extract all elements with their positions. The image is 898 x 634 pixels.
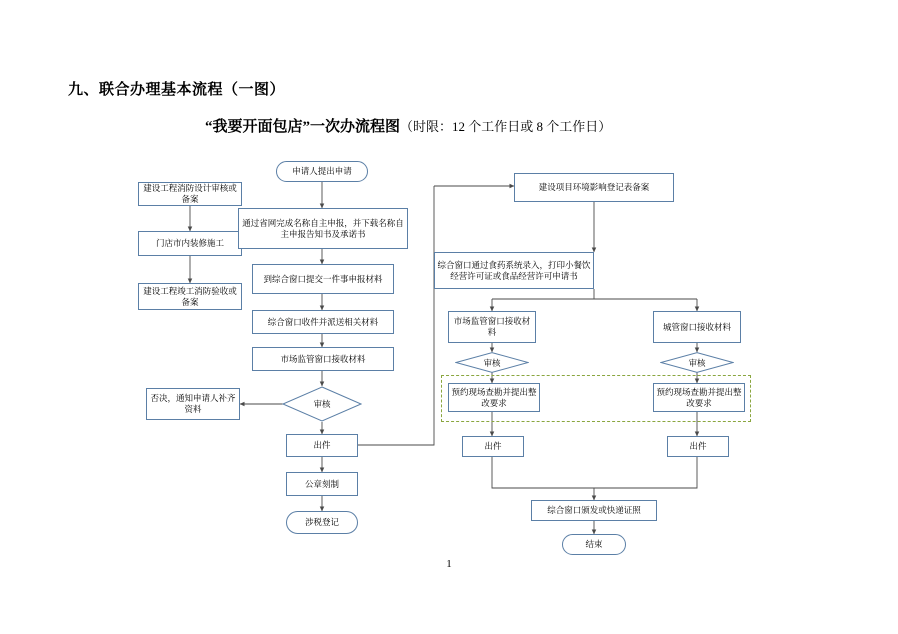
node-tax-registration[interactable]: 涉税登记 xyxy=(286,511,358,534)
node-name-self-declaration[interactable]: 通过省网完成名称自主申报，并下载名称自主申报告知书及承诺书 xyxy=(238,208,408,249)
node-fire-design-review[interactable]: 建设工程消防设计审核或备案 xyxy=(138,182,242,206)
node-applicant-apply[interactable]: 申请人提出申请 xyxy=(276,161,368,182)
node-review-decision-right[interactable] xyxy=(660,352,734,373)
node-label: 审核 xyxy=(688,357,706,368)
node-seal-engraving[interactable]: 公章刻制 xyxy=(286,472,358,496)
node-issue-left[interactable]: 出件 xyxy=(286,434,358,457)
node-market-window-receive-left[interactable]: 市场监管窗口接收材料 xyxy=(252,347,394,371)
node-onsite-survey-center[interactable]: 预约现场查勘并提出整改要求 xyxy=(448,383,540,412)
node-urban-mgmt-window-receive[interactable]: 城管窗口接收材料 xyxy=(653,311,741,343)
node-reject-notify[interactable]: 否决，通知申请人补齐资料 xyxy=(146,388,240,420)
node-food-drug-system-entry[interactable]: 综合窗口通过食药系统录入，打印小餐饮经营许可证或食品经营许可申请书 xyxy=(434,252,594,289)
subtitle-parenthetical: （时限：12 个工作日或 8 个工作日） xyxy=(400,119,612,134)
node-onsite-survey-right[interactable]: 预约现场查勘并提出整改要求 xyxy=(653,383,745,412)
node-window-deliver-license[interactable]: 综合窗口颁发或快递证照 xyxy=(531,500,657,521)
page-heading: 九、联合办理基本流程（一图） xyxy=(68,82,286,98)
node-review-decision-left[interactable] xyxy=(282,386,362,422)
node-window-receive-dispatch[interactable]: 综合窗口收件并派送相关材料 xyxy=(252,310,394,334)
node-issue-center[interactable]: 出件 xyxy=(462,436,524,457)
page-number: 1 xyxy=(446,558,452,570)
node-submit-materials[interactable]: 到综合窗口提交一件事申报材料 xyxy=(252,264,394,294)
node-env-impact-registration[interactable]: 建设项目环境影响登记表备案 xyxy=(514,173,674,202)
node-label: 审核 xyxy=(313,399,331,409)
node-label: 审核 xyxy=(483,357,501,368)
node-end[interactable]: 结束 xyxy=(562,534,626,555)
node-review-decision-center[interactable] xyxy=(455,352,529,373)
node-issue-right[interactable]: 出件 xyxy=(667,436,729,457)
subtitle-main: “我要开面包店”一次办流程图 xyxy=(205,119,401,135)
node-interior-construction[interactable]: 门店市内装修施工 xyxy=(138,231,242,256)
node-market-window-receive-right[interactable]: 市场监管窗口接收材料 xyxy=(448,311,536,343)
node-fire-acceptance[interactable]: 建设工程竣工消防验收或备案 xyxy=(138,283,242,310)
